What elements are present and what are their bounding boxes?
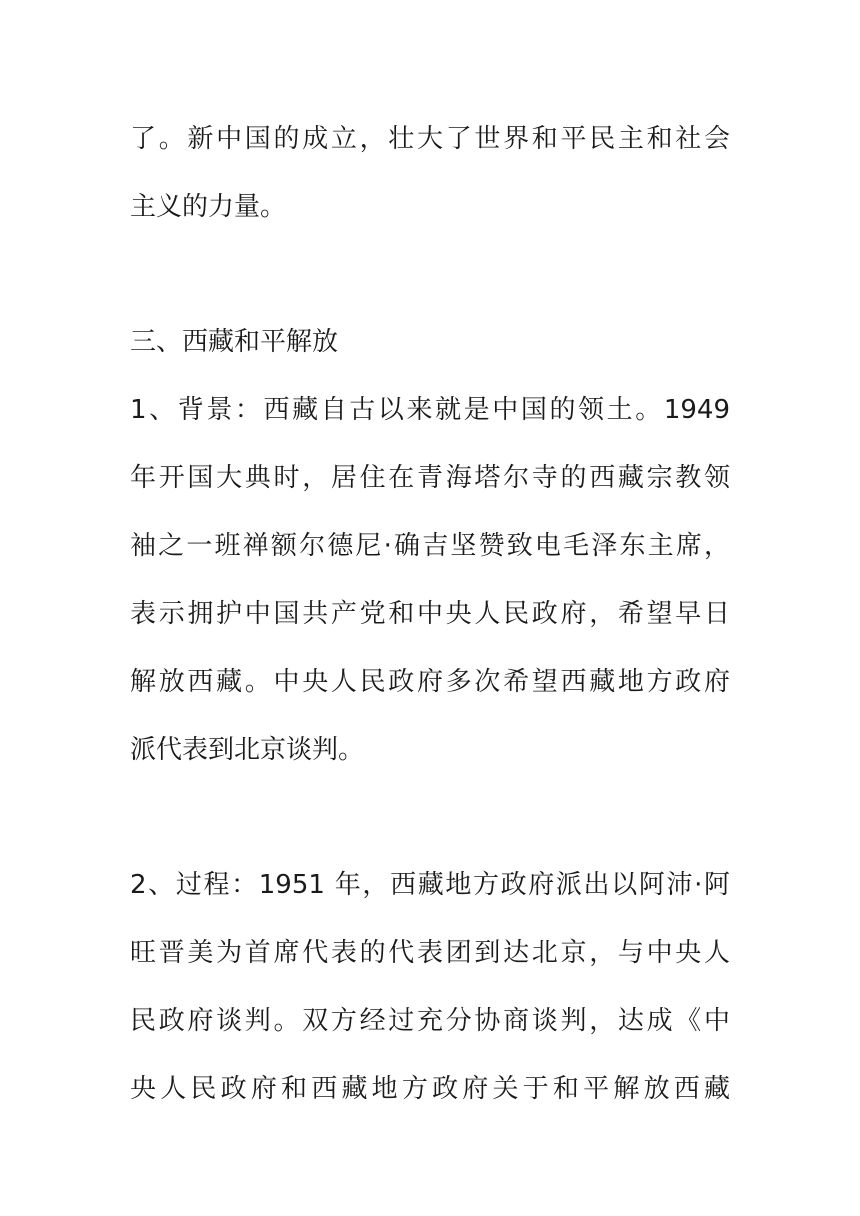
paragraph-line: 派代表到北京谈判。	[130, 735, 365, 765]
paragraph-line: 2、过程：1951 年，西藏地方政府派出以阿沛·阿	[130, 870, 730, 900]
paragraph-line: 旺晋美为首席代表的代表团到达北京，与中央人	[130, 938, 730, 968]
paragraph-line: 解放西藏。中央人民政府多次希望西藏地方政府	[130, 667, 730, 697]
paragraph-line: 袖之一班禅额尔德尼·确吉坚赞致电毛泽东主席，	[130, 531, 730, 561]
paragraph-line: 1、背景：西藏自古以来就是中国的领土。1949	[130, 395, 730, 425]
paragraph-line: 民政府谈判。双方经过充分协商谈判，达成《中	[130, 1006, 730, 1036]
paragraph-line: 央人民政府和西藏地方政府关于和平解放西藏	[130, 1074, 730, 1104]
paragraph-line: 主义的力量。	[130, 192, 287, 222]
section-heading: 三、西藏和平解放	[130, 327, 339, 357]
paragraph-line: 表示拥护中国共产党和中央人民政府，希望早日	[130, 599, 730, 629]
paragraph-line: 了。新中国的成立，壮大了世界和平民主和社会	[130, 124, 730, 154]
paragraph-line: 年开国大典时，居住在青海塔尔寺的西藏宗教领	[130, 463, 730, 493]
